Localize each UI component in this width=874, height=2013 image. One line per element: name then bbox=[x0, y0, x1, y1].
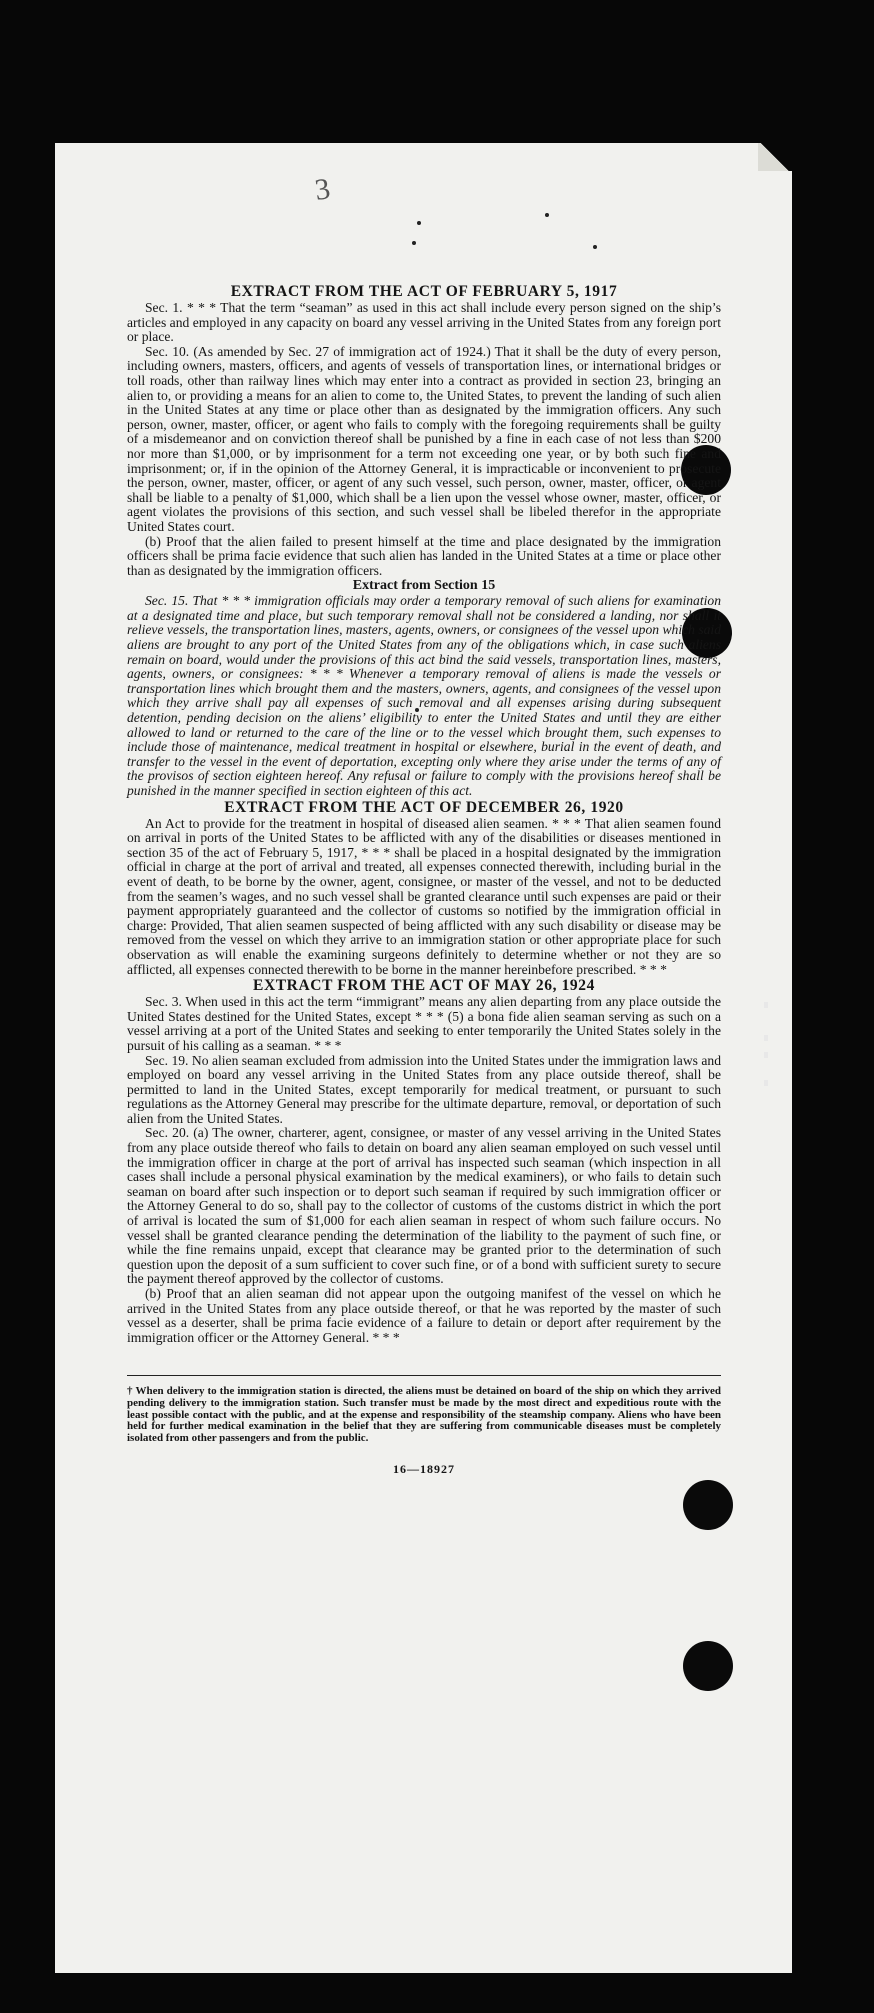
speck bbox=[412, 241, 416, 245]
handwritten-mark: 3 bbox=[312, 172, 333, 207]
sec1-paragraph: Sec. 1. * * * That the term “seaman” as used in this act shall include every person signed on the ship’s articles and employed in any capacity on board any vessel arriving in the United States from any foreign port or place. bbox=[127, 300, 721, 345]
heading-dec-1920: EXTRACT FROM THE ACT OF DECEMBER 26, 1920 bbox=[224, 798, 624, 816]
sec10b-paragraph: (b) Proof that the alien failed to present himself at the time and place designated by the immigration officers shall be prima facie evidence that such alien has landed in the United States at a time or place other than as designated by the immigration officers. bbox=[127, 533, 721, 578]
sec20a-paragraph: Sec. 20. (a) The owner, charterer, agent, consignee, or master of any vessel arriving in the United States from any place outside thereof who fails to detain on board any alien seaman employed on such vessel until the immigration officer in charge at the port of arrival has inspected such seaman (which inspection in all cases shall include a personal physical examination by the medical examiners), or who fails to detain such seaman on board after such inspection or to deport such seaman if required by such immigration officer or the Attorney General to do so, shall pay to the collector of customs of the customs district in which the port of arrival is located the sum of $1,000 for each alien seaman in respect of whom such failure occurs. No vessel shall be granted clearance pending the determination of the liability to the payment of such fine, or while the fine remains unpaid, except that clearance may be granted prior to the determination of such question upon the deposit of a sum sufficient to cover such fine, or of a bond with sufficient surety to secure the payment thereof approved by the collector of customs. bbox=[127, 1125, 721, 1287]
dec-1920-paragraph: An Act to provide for the treatment in hospital of diseased alien seamen. * * * That alien seamen found on arrival in ports of the United States to be afflicted with any of the disabilities or diseases mentioned in section 35 of the act of February 5, 1917, * * * shall be placed in a hospital designated by the immigration official in charge at the port of arrival and treated, all expenses connected therewith, including burial in the event of death, to be borne by the owner, agent, consignee, or master of the vessel, and not to be deducted from the seamen’s wages, and no such vessel shall be granted clearance until such expenses are paid or their payment appropriately guaranteed and the collector of customs so notified by the immigration official in charge: Provided, That alien seamen suspected of being afflicted with any such disability or disease may be removed from the vessel on which they arrive to an immigration station or other appropriate place for such observation as will enable the examining surgeons definitely to determine whether or not they are so afflicted, all expenses connected therewith to be borne in the manner hereinbefore prescribed. * * * bbox=[127, 815, 721, 977]
sec3-paragraph: Sec. 3. When used in this act the term “immigrant” means any alien departing from any place outside the United States destined for the United States, except * * * (5) a bona fide alien seaman serving as such on a vessel arriving at a port of the United States and seeking to enter temporarily the United States solely in the pursuit of his calling as a seaman. * * * bbox=[127, 994, 721, 1053]
form-number: 16—18927 bbox=[393, 1462, 455, 1477]
footnote bbox=[127, 1386, 721, 1444]
footnote-text: † When delivery to the immigration station is directed, the aliens must be detained on board of the ship on which they arrived pending delivery to the immigration station. Such transfer must be made by the most direct and expeditious route with the least possible contact with the public, and at the expense and responsibility of the steamship company. Aliens who have been held for further medical examination in the belief that they are suffering from communicable diseases must be completely isolated from other passengers and from the public. bbox=[127, 1385, 721, 1444]
edge-mark bbox=[764, 1002, 768, 1008]
sec19-paragraph: Sec. 19. No alien seaman excluded from admission into the United States under the immigration laws and employed on board any vessel arriving in the United States from any place outside thereof, shall be permitted to land in the United States, except temporarily for medical treatment, or pursuant to such regulations as the Attorney General may prescribe for the ultimate departure, removal, or deportation of such alien from the United States. bbox=[127, 1052, 721, 1126]
speck bbox=[593, 245, 597, 249]
punch-hole bbox=[683, 1480, 733, 1530]
document-page bbox=[55, 143, 792, 1973]
heading-feb-1917: EXTRACT FROM THE ACT OF FEBRUARY 5, 1917 bbox=[230, 283, 618, 300]
speck bbox=[545, 213, 549, 217]
edge-mark bbox=[764, 1035, 768, 1041]
speck bbox=[417, 221, 421, 225]
edge-mark bbox=[764, 1052, 768, 1058]
heading-section-15: Extract from Section 15 bbox=[352, 578, 496, 594]
document-text bbox=[127, 283, 721, 1477]
edge-mark bbox=[764, 1080, 768, 1086]
sec15-paragraph: Sec. 15. That * * * immigration officials may order a temporary removal of such aliens for examination at a designated time and place, but such temporary removal shall not be considered a landing, nor shall it relieve vessels, the transportation lines, masters, agents, owners, or consignees of the vessel upon which said aliens are brought to any port of the United States from any of the obligations which, in case such aliens remain on board, would under the provisions of this act bind the said vessels, transportation lines, masters, agents, owners, or consignees: * * * Whenever a temporary removal of aliens is made the vessels or transportation lines which brought them and the masters, owners, agents, and consignees of the vessel upon which they arrive shall pay all expenses of such removal and all expenses arising during subsequent detention, pending decision on the aliens’ eligibility to enter the United States and until they are either allowed to land or returned to the care of the line or to the vessel which brought them, such expenses to include those of maintenance, medical treatment in hospital or elsewhere, burial in the event of death, and transfer to the vessel in the event of deportation, excepting only where they arise under the terms of any of the provisos of section eighteen hereof. Any refusal or failure to comply with the provisions hereof shall be punished in the manner specified in section eighteen of this act. bbox=[127, 593, 721, 798]
punch-hole bbox=[683, 1641, 733, 1691]
sec20b-paragraph: (b) Proof that an alien seaman did not appear upon the outgoing manifest of the vessel on which he arrived in the United States from any place outside thereof, or that he was reported by the master of such vessel as a deserter, shall be prima facie evidence of a failure to detain or deport after requirement by the immigration officer or the Attorney General. * * * bbox=[127, 1286, 721, 1345]
footnote-divider bbox=[127, 1375, 721, 1376]
sec10-paragraph: Sec. 10. (As amended by Sec. 27 of immigration act of 1924.) That it shall be the duty of every person, including owners, masters, officers, and agents of vessels of transportation lines, or international bridges or toll roads, other than railway lines which may enter into a contract as provided in section 23, bringing an alien to, or providing a means for an alien to come to, the United States, to prevent the landing of such alien in the United States at any time or place other than as designated by the immigration officers. Any such person, owner, master, officer, or agent who fails to comply with the foregoing requirements shall be guilty of a misdemeanor and on conviction thereof shall be punished by a fine in each case of not less than $200 nor more than $1,000, or by imprisonment for a term not exceeding one year, or by both such fine and imprisonment; or, if in the opinion of the Attorney General, it is impracticable or inconvenient to prosecute the person, owner, master, officer, or agent of any such vessel, such person, owner, master, officer, or agent shall be liable to a penalty of $1,000, which shall be a lien upon the vessel whose owner, master, officer, or agent violates the provisions of this section, and such vessel shall be libeled therefor in the appropriate United States court. bbox=[127, 343, 721, 534]
heading-may-1924: EXTRACT FROM THE ACT OF MAY 26, 1924 bbox=[253, 977, 595, 995]
